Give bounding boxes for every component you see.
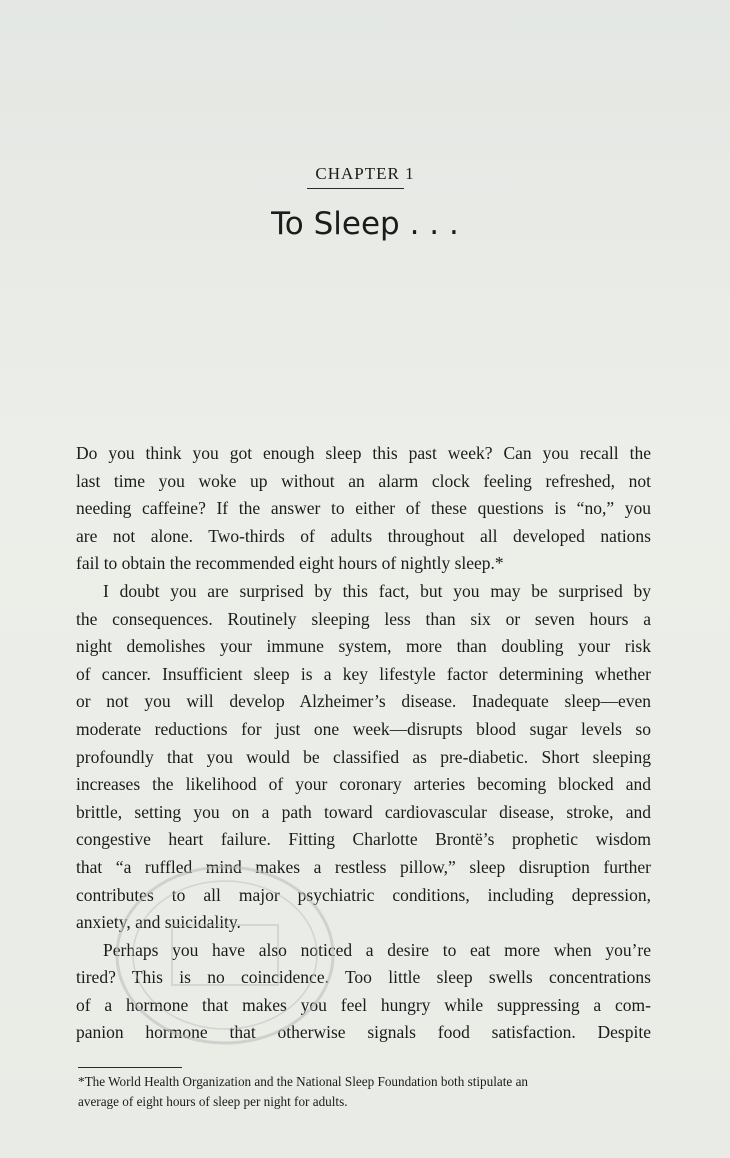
footnote-line: average of eight hours of sleep per night for adults. — [78, 1094, 348, 1109]
text-line: of cancer. Insufficient sleep is a key lifestyle factor determining whether — [76, 663, 651, 684]
text-line: panion hormone that otherwise signals food satisfaction. Despite — [76, 1022, 651, 1043]
text-line: or not you will develop Alzheimer’s disease. Inadequate sleep—even — [76, 691, 651, 712]
text-line: are not alone. Two-thirds of adults throughout all developed nations — [76, 525, 651, 546]
text-line: night demolishes your immune system, more than doubling your risk — [76, 636, 651, 657]
text-line: moderate reductions for just one week—disrupts blood sugar levels so — [76, 718, 651, 739]
chapter-label-underline — [307, 188, 404, 189]
text-line: the consequences. Routinely sleeping less than six or seven hours a — [76, 608, 651, 629]
text-line: anxiety, and suicidality. — [76, 912, 241, 933]
paragraph-3 — [76, 937, 651, 1047]
text-line: contributes to all major psychiatric conditions, including depression, — [76, 884, 651, 905]
text-line: I doubt you are surprised by this fact, but you may be surprised by — [103, 580, 651, 601]
chapter-title: To Sleep . . . — [271, 206, 459, 242]
text-line: profoundly that you would be classified as pre-diabetic. Short sleeping — [76, 746, 651, 767]
text-line: that “a ruffled mind makes a restless pillow,” sleep disruption further — [76, 856, 651, 877]
text-line: tired? This is no coincidence. Too little sleep swells concentrations — [76, 967, 651, 988]
footnote — [78, 1072, 651, 1112]
text-line: congestive heart failure. Fitting Charlotte Brontë’s prophetic wisdom — [76, 829, 651, 850]
chapter-label: CHAPTER 1 — [315, 164, 415, 183]
text-line: needing caffeine? If the answer to either of these questions is “no,” you — [76, 498, 651, 519]
body-text — [76, 440, 651, 1047]
paragraph-1 — [76, 440, 651, 578]
text-line: Do you think you got enough sleep this past week? Can you recall the — [76, 443, 651, 463]
text-line: last time you woke up without an alarm clock feeling refreshed, not — [76, 470, 651, 491]
text-line: increases the likelihood of your coronary arteries becoming blocked and — [76, 774, 651, 795]
text-line: fail to obtain the recommended eight hours of nightly sleep.* — [76, 553, 504, 574]
footnote-line: *The World Health Organization and the National Sleep Foundation both stipulate an — [78, 1074, 529, 1089]
paragraph-2 — [76, 578, 651, 937]
text-line: of a hormone that makes you feel hungry while suppressing a com- — [76, 994, 651, 1015]
text-line: Perhaps you have also noticed a desire to eat more when you’re — [103, 939, 651, 960]
text-line: brittle, setting you on a path toward cardiovascular disease, stroke, and — [76, 801, 651, 822]
footnote-divider — [78, 1067, 182, 1068]
